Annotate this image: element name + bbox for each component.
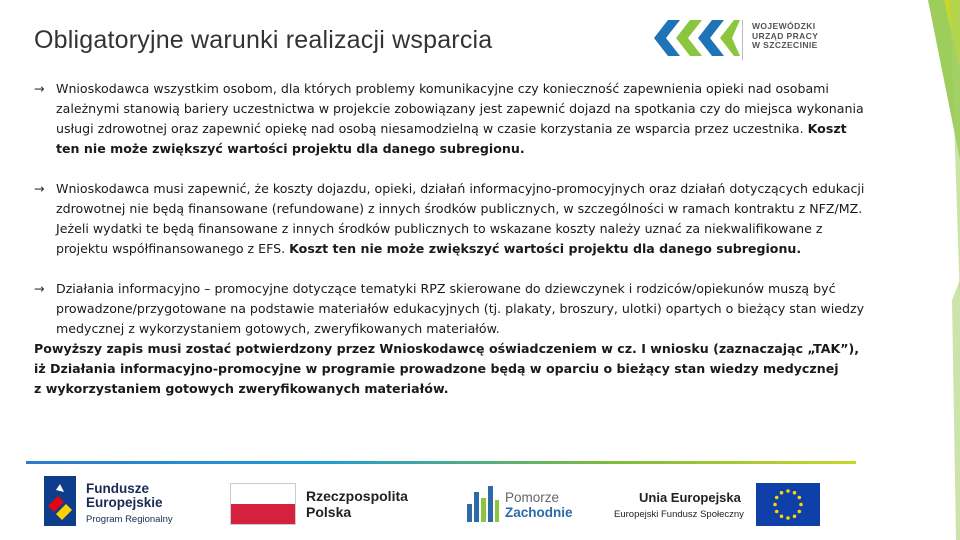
poland-flag-icon	[230, 483, 296, 525]
pomorze-emblem-icon	[463, 478, 501, 528]
bullet-bold-text: Koszt ten nie może zwiększyć wartości projektu dla danego subregionu.	[289, 241, 802, 256]
logo-separator	[742, 20, 743, 60]
page-title: Obligatoryjne warunki realizacji wsparcia	[34, 26, 493, 54]
ue-title: Unia Europejska	[639, 490, 741, 505]
bullet-text: Działania informacyjno – promocyjne dotyczące tematyki RPZ skierowane do dziewczynek i rodziców/opiekunów muszą być prowadzone/przygotowane na podstawie materiałów edukacyjnych (tj. plakaty, broszury, ulotki) opartych o bieżący stan wiedzy medycznej z wykorzystaniem gotowych, zweryfikowanych materiałów.	[56, 281, 865, 336]
bullet-item	[34, 179, 869, 259]
decorative-side-shapes	[900, 0, 960, 540]
fe-emblem-icon	[44, 476, 76, 526]
bullet-bold-text: Koszt ten nie może zwiększyć wartości projektu dla danego subregionu.	[56, 121, 847, 156]
eu-flag-icon	[756, 483, 820, 526]
fe-text: Fundusze Europejskie	[86, 481, 163, 510]
wup-logo-text: WOJEWÓDZKI URZĄD PRACY W SZCZECINIE	[752, 21, 819, 51]
note-line: iż Działania informacyjno-promocyjne w programie prowadzone będą w oparciu o bieżący stan wiedzy medycznej	[34, 361, 839, 376]
ue-subtitle: Europejski Fundusz Społeczny	[614, 509, 744, 520]
fe-subtitle: Program Regionalny	[86, 514, 173, 525]
arrow-right-icon: →	[34, 281, 45, 296]
footer-divider	[26, 461, 856, 464]
pomorze-zachodnie-logo	[463, 478, 573, 532]
wup-emblem-icon	[650, 14, 742, 62]
note-line: z wykorzystaniem gotowych zweryfikowanych materiałów.	[34, 381, 449, 396]
bullet-item	[34, 279, 869, 339]
bullet-text: Wnioskodawca musi zapewnić, że koszty dojazdu, opieki, działań informacyjno-promocyjnych oraz działań dotyczących edukacji zdrowotnej nie będą finansowane (refundowane) z innych środków publicznych, w szczególności w ramach kontraktu z NFZ/MZ. Jeżeli wydatki te będą finansowane z innych środków publicznych to wskazane koszty należy uznać za niekwalifikowane z projektu współfinansowanego z EFS.	[56, 181, 865, 256]
arrow-right-icon: →	[34, 181, 45, 196]
arrow-right-icon: →	[34, 81, 45, 96]
pz-text: Pomorze Zachodnie	[505, 490, 573, 520]
bullet-text: Wnioskodawca wszystkim osobom, dla których problemy komunikacyjne czy konieczność zapewnienia opieki nad osobami zależnymi stanowią bariery uczestnictwa w projekcie zobowiązany jest zapewnić dojazd na spotkania czy do miejsca wykonania usługi zdrowotnej oraz zapewnić opiekę nad osobą niesamodzielną w czasie korzystania ze wsparcia przez uczestnika.	[56, 81, 864, 136]
bullet-item	[34, 79, 869, 159]
footer-logos	[0, 470, 960, 540]
declaration-note	[34, 339, 869, 399]
wup-logo	[650, 14, 840, 70]
note-line: Powyższy zapis musi zostać potwierdzony przez Wnioskodawcę oświadczeniem w cz. I wniosku (zaznaczając „TAK”),	[34, 341, 860, 356]
rp-text: Rzeczpospolita Polska	[306, 488, 408, 520]
main-content	[34, 79, 869, 399]
